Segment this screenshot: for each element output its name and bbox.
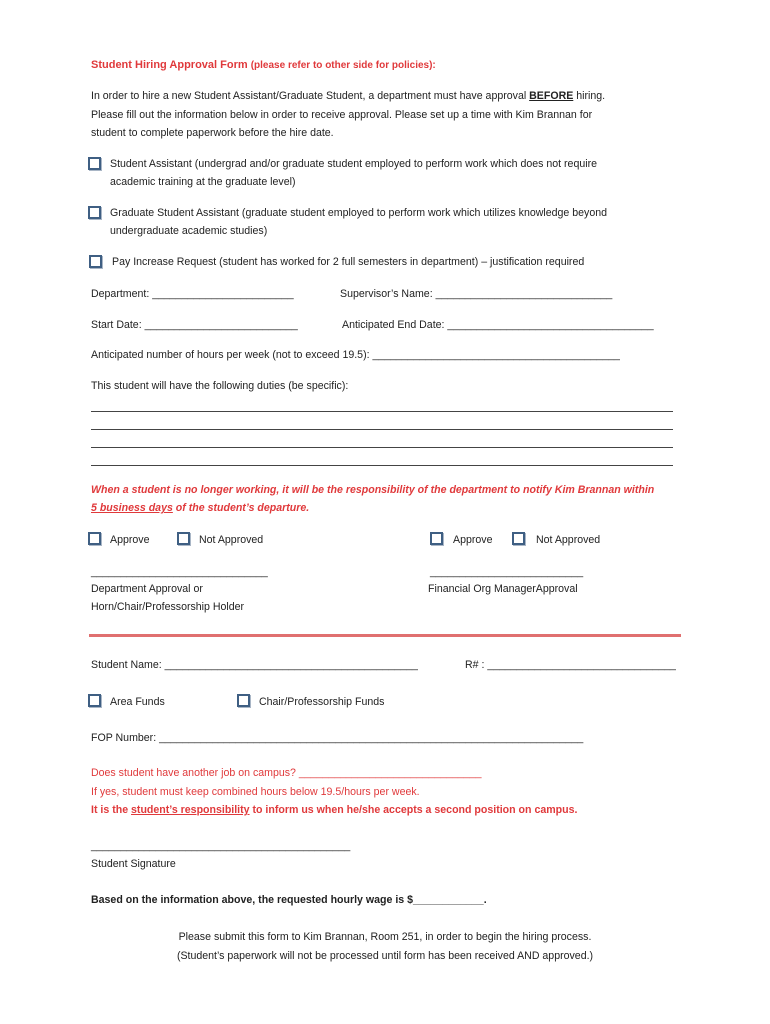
departure-notice-deadline: 5 business days [91, 502, 173, 514]
area-funds-label: Area Funds [110, 696, 165, 708]
paperwork-note [0, 950, 770, 962]
duties-line-4[interactable] [91, 465, 673, 466]
dept-approval-label-2: Horn/Chair/Professorship Holder [91, 601, 245, 613]
responsibility-text-start: It is the [91, 804, 132, 816]
departure-notice-line1: When a student is no longer working, it will be the responsibility of the department to notify Kim Brannan within [91, 484, 655, 496]
option-student-assistant-line2: academic training at the graduate level) [110, 176, 296, 188]
option-pay-increase: Pay Increase Request (student has worked for 2 full semesters in department) – justification required [112, 256, 585, 268]
option-graduate-assistant-line2: undergraduate academic studies) [110, 225, 268, 237]
intro-emphasis: BEFORE [529, 90, 574, 102]
departure-notice-line2 [91, 502, 309, 514]
combined-hours-note: If yes, student must keep combined hours below 19.5/hours per week. [91, 786, 420, 798]
r-number-field[interactable]: R# : ________________________________ [465, 659, 676, 671]
finance-not-approved-label: Not Approved [536, 534, 601, 546]
intro-line-2: Please fill out the information below in order to receive approval. Please set up a time with Kim Brannan for [91, 109, 593, 121]
intro-line-3: student to complete paperwork before the hire date. [91, 127, 334, 139]
duties-label: This student will have the following duties (be specific): [91, 380, 349, 392]
duties-line-1[interactable] [91, 411, 673, 412]
other-job-question[interactable]: Does student have another job on campus? _______________________________ [91, 767, 482, 779]
pay-increase-checkbox[interactable] [89, 255, 102, 268]
option-graduate-assistant-line1: Graduate Student Assistant (graduate student employed to perform work which utilizes knowledge beyond [110, 207, 608, 219]
finance-approve-label: Approve [453, 534, 493, 546]
dept-approval-label-1: Department Approval or [91, 583, 203, 595]
intro-text: In order to hire a new Student Assistant/Graduate Student, a department must have approval [91, 90, 530, 102]
hours-field[interactable]: Anticipated number of hours per week (not to exceed 19.5): __________________________________________ [91, 349, 620, 361]
dept-signature-line[interactable]: ______________________________ [91, 566, 268, 578]
intro-text-end: hiring. [573, 90, 606, 102]
start-date-field[interactable]: Start Date: __________________________ [91, 319, 298, 331]
chair-funds-checkbox[interactable] [237, 694, 250, 707]
departure-notice-rest: of the student’s departure. [172, 502, 310, 514]
student-assistant-checkbox[interactable] [88, 157, 101, 170]
finance-approval-label: Financial Org ManagerApproval [428, 583, 578, 595]
duties-line-3[interactable] [91, 447, 673, 448]
section-divider [89, 634, 681, 637]
student-signature-label: Student Signature [91, 858, 176, 870]
finance-not-approved-checkbox[interactable] [512, 532, 525, 545]
department-field[interactable]: Department: ________________________ [91, 288, 294, 300]
chair-funds-label: Chair/Professorship Funds [259, 696, 385, 708]
fop-number-field[interactable]: FOP Number: ________________________________________________________________________ [91, 732, 584, 744]
finance-approve-checkbox[interactable] [430, 532, 443, 545]
submit-instructions-text: Please submit this form to Kim Brannan, Room 251, in order to begin the hiring process. [178, 931, 592, 943]
dept-approve-label: Approve [110, 534, 150, 546]
student-name-field[interactable]: Student Name: ___________________________________________ [91, 659, 418, 671]
hourly-wage-statement[interactable]: Based on the information above, the requested hourly wage is $____________. [91, 894, 487, 906]
finance-signature-line[interactable]: __________________________ [430, 566, 584, 578]
form-title-main: Student Hiring Approval Form [91, 59, 248, 71]
supervisor-field[interactable]: Supervisor’s Name: ______________________________ [340, 288, 613, 300]
dept-approve-checkbox[interactable] [88, 532, 101, 545]
option-student-assistant-line1: Student Assistant (undergrad and/or graduate student employed to perform work which does not require [110, 158, 598, 170]
form-title [91, 59, 436, 71]
intro-line-1 [91, 90, 605, 102]
submit-instructions [0, 931, 770, 943]
area-funds-checkbox[interactable] [88, 694, 101, 707]
form-title-note: (please refer to other side for policies): [250, 60, 436, 71]
student-signature-line[interactable]: ____________________________________________ [91, 840, 351, 852]
end-date-field[interactable]: Anticipated End Date: ___________________________________ [342, 319, 654, 331]
student-responsibility-note [91, 804, 577, 816]
responsibility-text-end: to inform us when he/she accepts a second position on campus. [249, 804, 578, 816]
graduate-assistant-checkbox[interactable] [88, 206, 101, 219]
responsibility-emphasis: student’s responsibility [131, 804, 250, 816]
paperwork-note-text: (Student’s paperwork will not be processed until form has been received AND approved.) [176, 950, 594, 962]
duties-line-2[interactable] [91, 429, 673, 430]
dept-not-approved-label: Not Approved [199, 534, 264, 546]
dept-not-approved-checkbox[interactable] [177, 532, 190, 545]
